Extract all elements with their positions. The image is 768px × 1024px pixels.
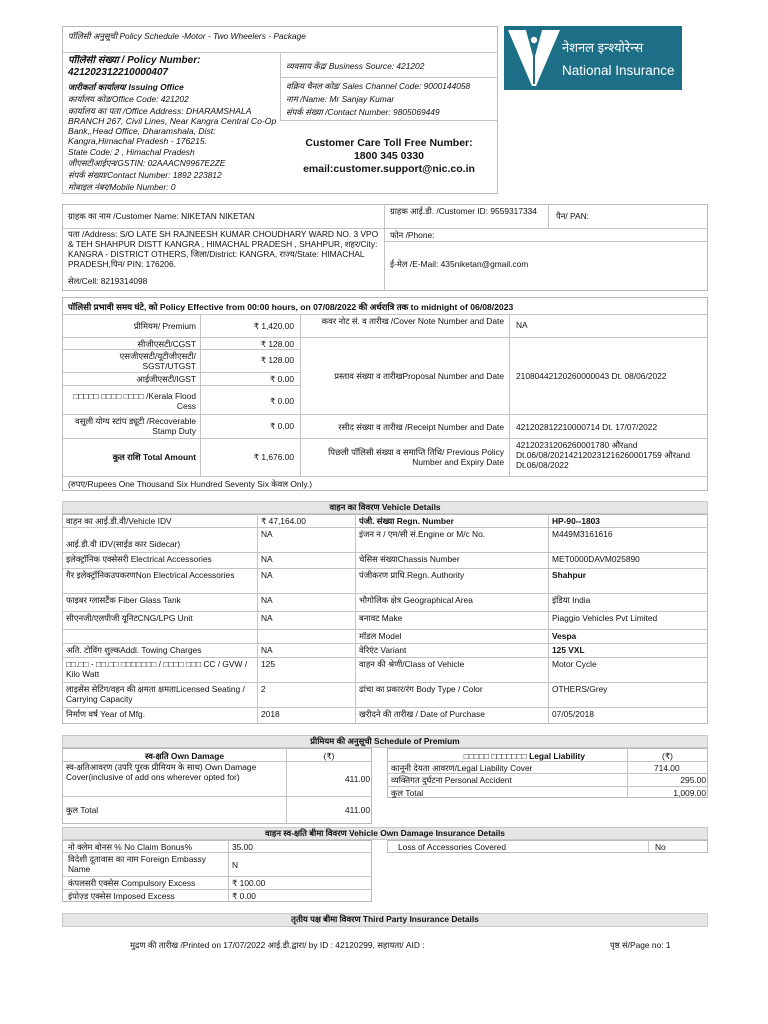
compulsory-excess-value: ₹ 100.00: [232, 878, 266, 888]
od-cover-label: स्व-क्षतिआवरण (उपरि पूरक प्रीमियम के साथ) Own Damage Cover(inclusive of add ons wherever opted for): [66, 762, 257, 783]
vehicle-label-left: फाइबर ग्लासटैंक Fiber Glass Tank: [66, 595, 181, 605]
vehicle-value-left: 125: [261, 659, 275, 669]
logo-emblem-icon: [504, 26, 564, 90]
total-amount-label: कुल राशि Total Amount: [112, 452, 196, 462]
vehicle-label-right: पंजी. संख्या Regn. Number: [359, 516, 454, 526]
receipt-label: रसीद संख्या व तारीख /Receipt Number and Date: [338, 422, 504, 432]
od-total-label: कुल Total: [66, 805, 99, 815]
vehicle-label-right: ढांचा का प्रकार/रंग Body Type / Color: [359, 684, 483, 694]
premium-schedule-title: प्रीमियम की अनुसूची Schedule of Premium: [62, 735, 708, 748]
policy-number-label: पॉलिसी संख्या / Policy Number:: [68, 55, 201, 66]
vehicle-value-right: HP-90--1803: [552, 516, 600, 526]
issuing-office: जारीकर्ता कार्यालय/ Issuing Office: [68, 82, 184, 92]
imposed-excess-label: इंपोज़्ड एक्सेस Imposed Excess: [68, 891, 175, 901]
customer-id: ग्राहक आई.डी. /Customer ID: 9559317334: [390, 206, 537, 216]
pa-label: व्यक्तिगत दुर्घटना Personal Accident: [391, 775, 512, 785]
ll-cover-value: 714.00: [654, 763, 680, 773]
total-amount-value: ₹ 1,676.00: [253, 452, 294, 462]
compulsory-excess-label: कंपलसरी एक्सेस Compulsory Excess: [68, 878, 196, 888]
office-contact: संपर्क संख्या/Contact Number: 1892 223812: [68, 170, 222, 180]
vehicle-label-right: पंजीकरण प्राधि.Regn. Authority: [359, 570, 465, 580]
embassy-label: विदेशी दूतावास का नाम Foreign Embassy Name: [68, 854, 206, 875]
flood-cess-label: □□□□□ □□□□ □□□□ /Kerala Flood Cess: [73, 391, 196, 412]
agent-contact: संपर्क संख्या /Contact Number: 9805069449: [286, 107, 440, 117]
vehicle-value-right: Shahpur: [552, 570, 586, 580]
receipt-value: 421202812210000714 Dt. 17/07/2022: [516, 422, 658, 432]
customer-phone: फोन /Phone:: [390, 230, 435, 240]
care-email: email:customer.support@nic.co.in: [303, 163, 475, 175]
vehicle-label-left: [66, 631, 255, 643]
sgst-value: ₹ 128.00: [260, 355, 294, 365]
ll-cover-label: कानूनी देयता आवरण/Legal Liability Cover: [391, 763, 533, 773]
agent-name: नाम /Name: Mr Sanjay Kumar: [286, 94, 395, 104]
vehicle-value-right: इंडिया India: [552, 595, 591, 605]
od-cover-value: 411.00: [345, 774, 370, 784]
igst-label: आईजीएसटी/IGST: [136, 374, 196, 384]
vehicle-label-left: इलेक्ट्रॉनिक एक्सेसरी Electrical Accessories: [66, 554, 212, 564]
vehicle-label-left: अति. टोविंग शुल्कAddl. Towing Charges: [66, 645, 202, 655]
vehicle-value-left: 2: [261, 684, 266, 694]
cover-note-label: कवर नोट सं. व तारीख /Cover Note Number and Date: [321, 316, 504, 326]
vehicle-label-right: वाहन की श्रेणी/Class of Vehicle: [359, 659, 465, 669]
policy-number: 42120231221000040​7: [68, 67, 169, 78]
vehicle-label-left: गैर इलेक्ट्रॉनिकउपकरणNon Electrical Accessories: [66, 570, 235, 580]
printed-on: मुद्रण की तारीख /Printed on 17/07/2022 आई.डी.द्वारा/ by ID : 42120299, सहायता/ AID :: [130, 940, 425, 950]
cover-note-value: NA: [516, 320, 528, 330]
gstin: जीएसटीआईएन/GSTIN: 02AAACN9967E2ZE: [68, 158, 226, 168]
sales-channel: वक्रिय चैनल कोड/ Sales Channel Code: 9000144058: [286, 81, 471, 91]
vehicle-value-left: NA: [261, 554, 273, 564]
care-number: 1800 345 0330: [353, 150, 425, 162]
stamp-duty-value: ₹ 0.00: [270, 421, 294, 431]
state-code: State Code: 2 , Himachal Pradesh: [68, 147, 195, 157]
vehicle-value-left: NA: [261, 645, 273, 655]
vehicle-value-right: Piaggio Vehicles Pvt Limited: [552, 613, 658, 623]
schedule-title: पॉलिसी अनुसूची Policy Schedule -Motor - Two Wheelers - Package: [68, 31, 306, 41]
ll-total-value: 1,009.00: [673, 788, 706, 798]
premium-value: ₹ 1,420.00: [253, 321, 294, 331]
vehicle-value-right: Motor Cycle: [552, 659, 597, 669]
vehicle-value-right: Vespa: [552, 631, 577, 641]
vehicle-value-left: NA: [261, 570, 273, 580]
cgst-value: ₹ 128.00: [260, 339, 294, 349]
previous-policy-value: 42120231206260001780 औरand Dt.06/08/20214212023121626000175​9 औरand Dt.06/08/2022: [516, 440, 691, 471]
mobile-number: मोबाइल नंबर/Mobile Number: 0: [68, 182, 176, 192]
policy-effective: पॉलिसी प्रभावी समय घंटे, को Policy Effective from 00:00 hours, on 07/08/2022 की अर्धरात्रि तक to midnight of 06/08/2023: [68, 302, 514, 312]
vehicle-value-left: NA: [261, 595, 273, 605]
vehicle-label-left: निर्माण वर्ष Year of Mfg.: [66, 709, 146, 719]
premium-label: प्रीमियम/ Premium: [133, 321, 196, 331]
customer-pan: पैन/ PAN:: [556, 211, 589, 221]
loss-accessories-label: Loss of Accessories Covered: [398, 842, 506, 852]
sgst-label: एसजीएसटी/यूटीजीएसटी/ SGST/UTGST: [119, 351, 196, 371]
page-number: पृष्ठ सं/Page no: 1: [610, 940, 671, 950]
third-party-title: तृतीय पक्ष बीमा विवरण Third Party Insurance Details: [62, 913, 708, 927]
vehicle-details-title: वाहन का विवरण Vehicle Details: [62, 501, 708, 514]
vehicle-label-right: चेसिस संख्याChassis Number: [359, 554, 460, 564]
vehicle-value-left: [261, 631, 353, 643]
vehicle-value-left: 2018: [261, 709, 280, 719]
customer-name: ग्राहक का नाम /Customer Name: NIKETAN NIKETAN: [68, 211, 255, 221]
logo-hindi: नेशनल इन्श्योरेन्स: [562, 40, 644, 55]
stamp-duty-label: वसूली योग्य स्टांप ड्यूटी /Recoverable Stamp Duty: [75, 416, 196, 437]
legal-liability-header: □□□□□ □□□□□□□ Legal Liability: [463, 751, 585, 761]
vehicle-label-right: बनावट Make: [359, 613, 403, 623]
vehicle-value-left: NA: [261, 613, 273, 623]
national-insurance-logo: [504, 26, 682, 90]
own-damage-header: स्व-क्षति Own Damage: [144, 751, 224, 761]
vehicle-value-right: M449M3161616: [552, 529, 613, 539]
care-title: Customer Care Toll Free Number:: [305, 137, 473, 149]
ncb-value: 35.00: [232, 842, 253, 852]
od-total-value: 411.00: [345, 805, 370, 815]
proposal-label: प्रस्ताव संख्या व तारीखProposal Number and Date: [334, 371, 504, 381]
office-code: कार्यालय कोड/Office Code: 421202: [68, 94, 189, 104]
flood-cess-value: ₹ 0.00: [270, 396, 294, 406]
pa-value: 295.00: [680, 775, 706, 785]
cgst-label: सीजीएसटी/CGST: [137, 339, 196, 349]
customer-address: पता /Address: S/O LATE SH RAJNEESH KUMAR CHOUDHARY WARD NO. 3 VPO & TEH SHAHPUR DISTT KANGRA , HIMACHAL PRADESH , SHAHPUR, शहर/City: KANGRA - DISTRICT OTHERS, जिला/District: KANGRA, राज्य/State: HIMACHAL PRADESH,पिन/ PIN: 176206.: [68, 229, 379, 270]
vehicle-label-right: मॉडल Model: [359, 631, 402, 641]
vehicle-label-right: भौगोलिक क्षेत्र Geographical Area: [359, 595, 473, 605]
vehicle-value-right: 125 VXL: [552, 645, 585, 655]
od-rupee-header: (₹): [323, 751, 335, 761]
loss-accessories-value: No: [655, 842, 666, 852]
vehicle-label-right: वेरिएंट Variant: [359, 645, 407, 655]
customer-cell: सेल/Cell: 8219314098: [68, 276, 148, 286]
vehicle-label-left: □□.□□ - □□.□□ □□□□□□□ / □□□□ □□□ CC / GVW / Kilo Watt: [66, 659, 248, 680]
vehicle-value-right: 07/05/2018: [552, 709, 594, 719]
ncb-label: नो क्लेम बोनस % No Claim Bonus%: [68, 842, 193, 852]
ll-rupee-header: (₹): [662, 751, 673, 761]
amount-in-words: (रुपए/Rupees One Thousand Six Hundred Seventy Six केवल Only.): [68, 479, 313, 489]
igst-value: ₹ 0.00: [270, 374, 294, 384]
vehicle-value-right: OTHERS/Grey: [552, 684, 608, 694]
proposal-value: 21080442120260000043 Dt. 08/06/2022: [516, 371, 667, 381]
vehicle-label-right: खरीदने की तारीख / Date of Purchase: [359, 709, 485, 719]
embassy-value: N: [232, 860, 239, 870]
office-address: कार्यालय का पता /Office Address: DHARAMSHALA BRANCH 267, Civil Lines, Near Kangra Central Co-Op Bank,,Head Office, Dharamshala, Dist: Kangra,Himachal Pradesh - 176215.: [68, 106, 277, 147]
vehicle-label-left: लाइसेंस सेटिंग/वहन की क्षमता क्षमताLicensed Seating / Carrying Capacity: [66, 684, 245, 705]
od-details-title: वाहन स्व-क्षति बीमा विवरण Vehicle Own Damage Insurance Details: [62, 827, 708, 840]
imposed-excess-value: ₹ 0.00: [232, 891, 256, 901]
previous-policy-label: पिछली पॉलिसी संख्या व समाप्ति तिथि/ Previous Policy Number and Expiry Date: [328, 447, 504, 468]
vehicle-label-right: इंजन न / एम/सी सं.Engine or M/c No.: [359, 529, 486, 539]
vehicle-value-left: NA: [261, 529, 273, 539]
logo-english: National Insurance: [562, 63, 675, 78]
customer-email: ई-मेल /E-Mail: 435niketan@gmail.com: [390, 259, 529, 269]
vehicle-label-left: सीएनजी/एलपीजी यूनिटCNG/LPG Unit: [66, 613, 193, 623]
vehicle-label-left: आई.डी.वी IDV(साईड कार Sidecar): [66, 539, 181, 549]
business-source: व्यवसाय केंद्र/ Business Source: 421202: [286, 61, 425, 71]
vehicle-value-right: MET0000DAVM025890: [552, 554, 640, 564]
ll-total-label: कुल Total: [391, 788, 424, 798]
vehicle-value-left: ₹ 47,164.00: [261, 516, 306, 526]
vehicle-label-left: वाहन का आई.डी.वी/Vehicle IDV: [66, 516, 172, 526]
